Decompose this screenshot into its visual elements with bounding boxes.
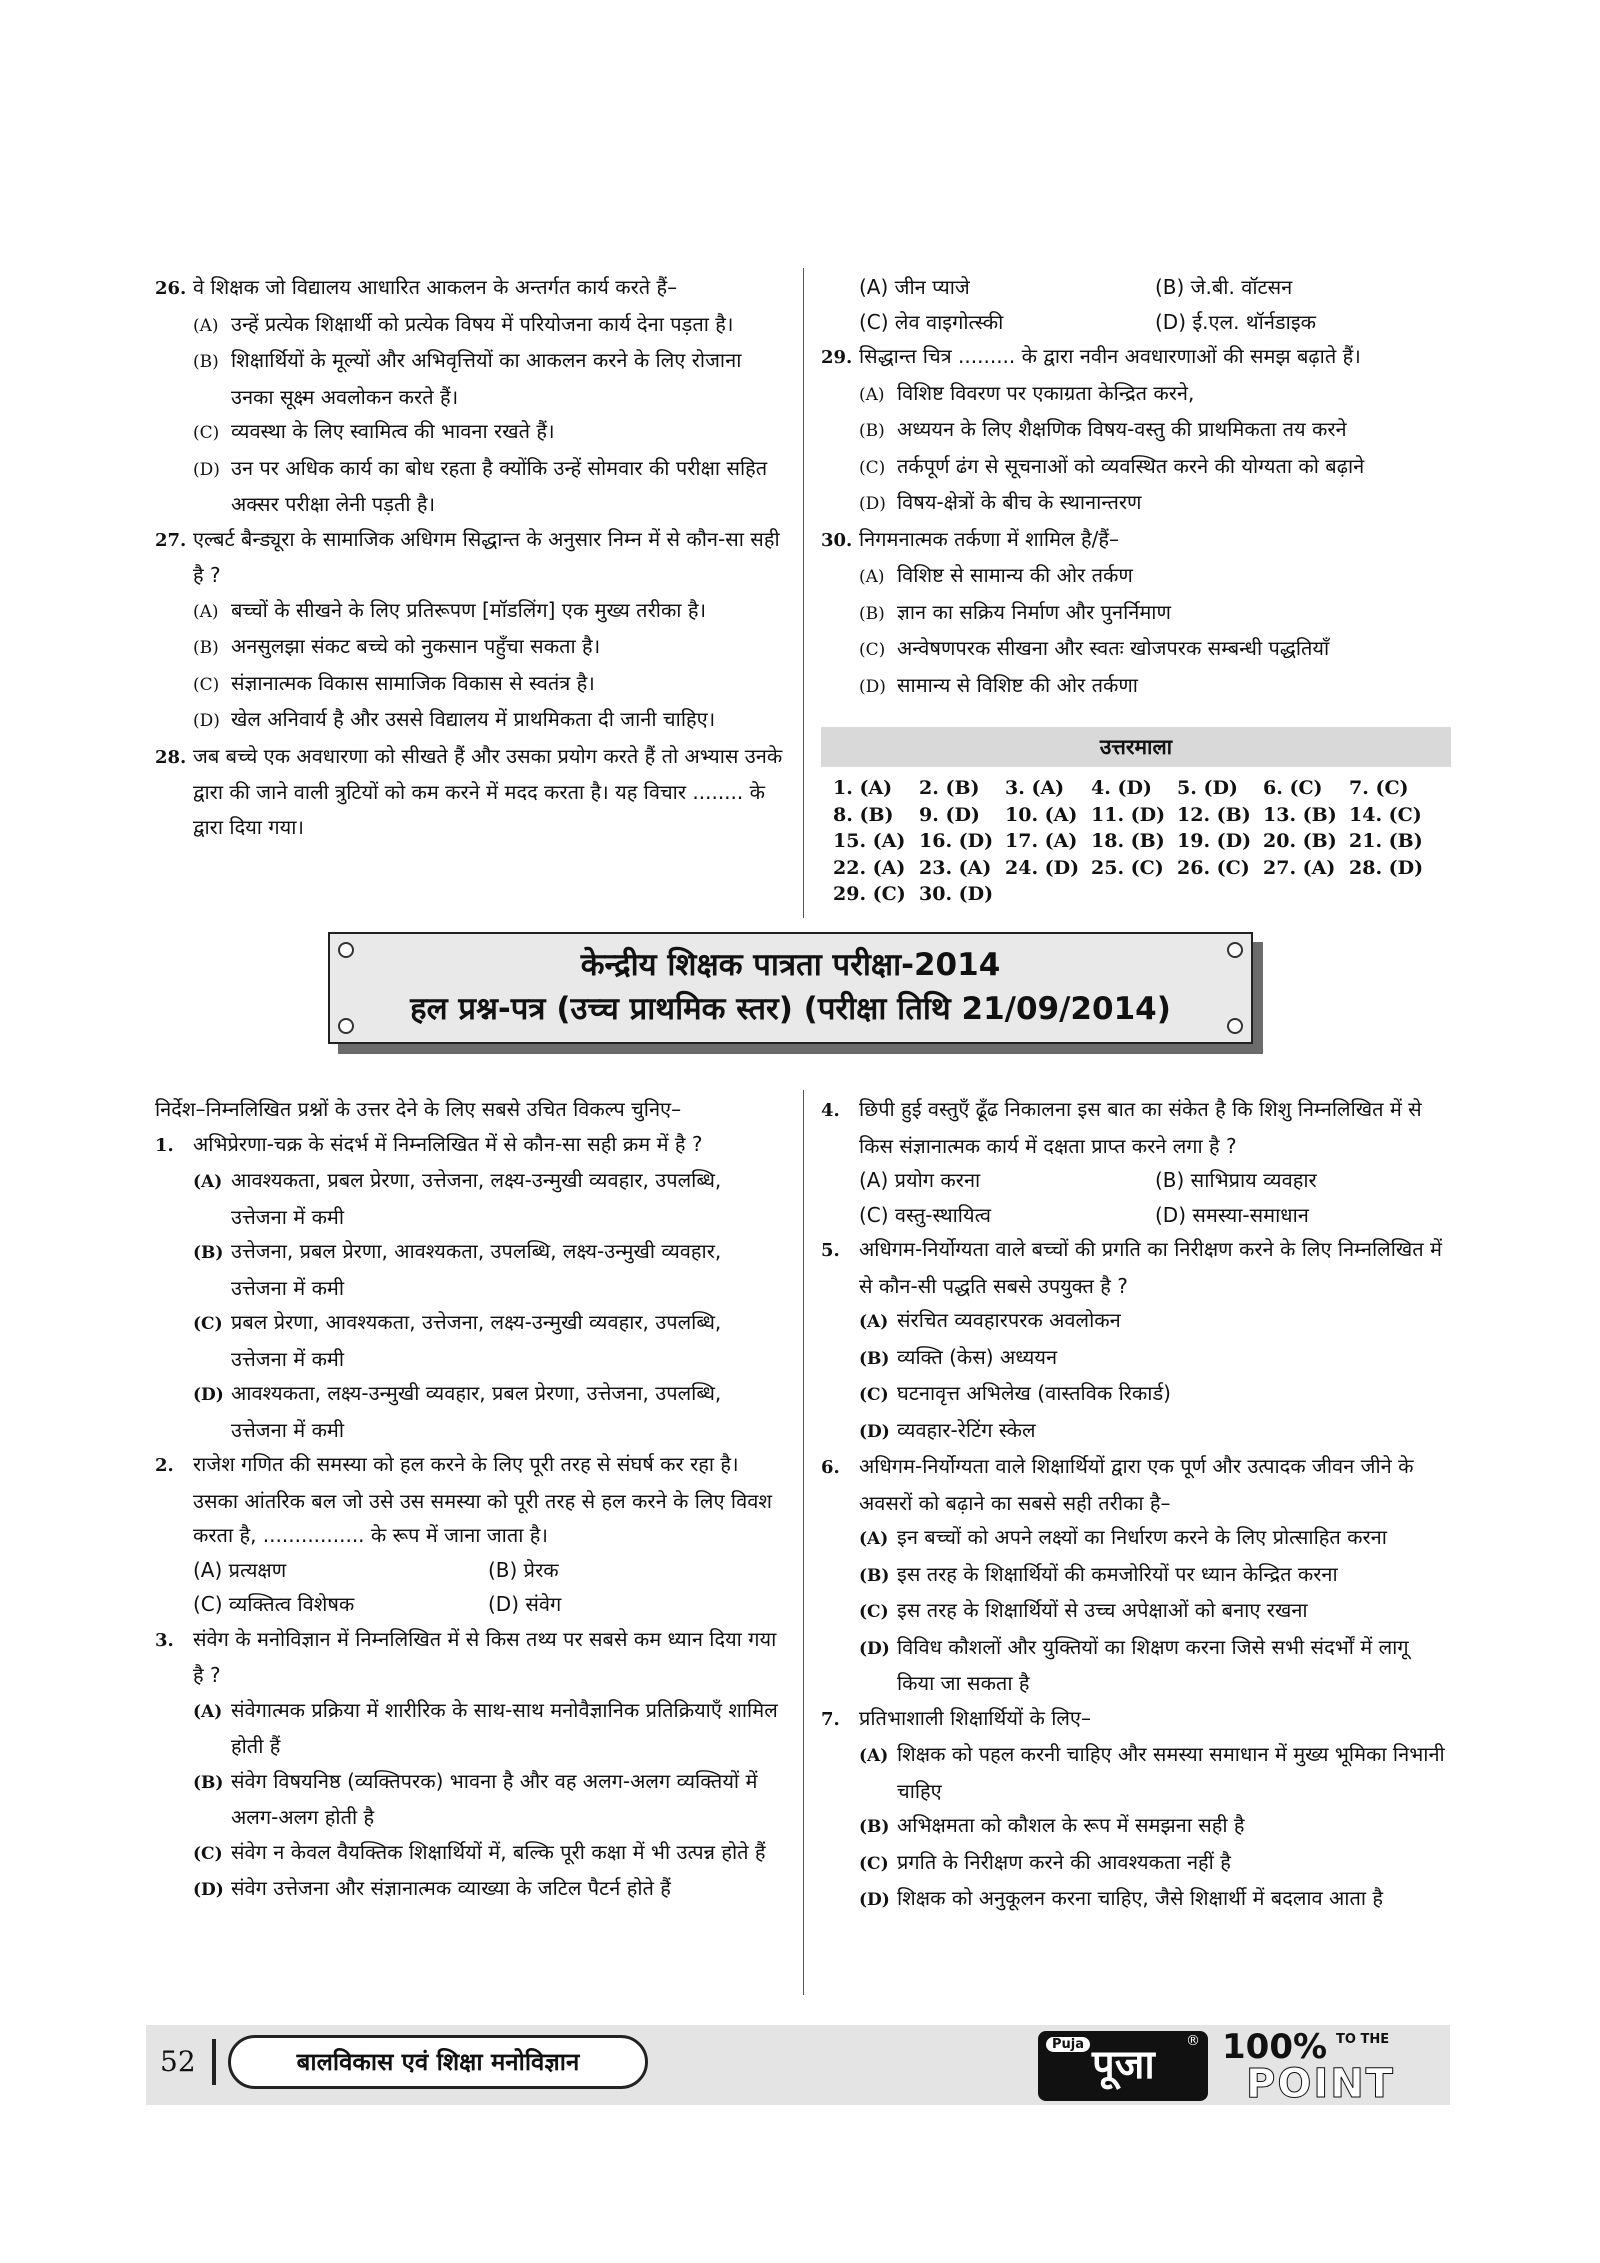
option	[821, 1881, 1451, 1918]
option-text: (A) प्रत्यक्षण	[193, 1557, 287, 1582]
option-text: (A) जीन प्याजे	[859, 275, 970, 299]
option-letter: (A)	[859, 384, 885, 405]
footer-divider	[212, 2039, 216, 2085]
option-text: (C) लेव वाइगोत्स्की	[859, 309, 1004, 334]
question	[821, 522, 1451, 559]
question-number: 27.	[155, 529, 187, 551]
answer-key-grid	[821, 767, 1451, 908]
option-text: तर्कपूर्ण ढंग से सूचनाओं को व्यवस्थित करने की योग्यता को बढ़ाने	[897, 453, 1365, 478]
answer-entry: 16. (D)	[919, 830, 994, 852]
option	[155, 593, 783, 630]
option	[821, 1413, 1451, 1450]
book-title: बालविकास एवं शिक्षा मनोविज्ञान	[228, 2035, 648, 2089]
option-letter: (D)	[193, 711, 220, 731]
question-number: 7.	[821, 1708, 840, 1730]
option	[155, 629, 783, 666]
answer-entry: 27. (A)	[1263, 856, 1336, 879]
rivet-bottom-right	[1227, 1018, 1243, 1034]
question-text: राजेश गणित की समस्या को हल करने के लिए पूरी तरह से संघर्ष कर रहा है। उसका आंतरिक बल जो उसे उस समस्या को पूरी तरह से हल करने के लिए विवश करता है, ................ के रूप में जाना जाता है।	[193, 1452, 772, 1547]
option-text: अध्ययन के लिए शैक्षणिक विषय-वस्तु की प्राथमिकता तय करने	[897, 417, 1347, 441]
answer-row	[833, 802, 1451, 829]
question-number: 29.	[821, 347, 853, 368]
option-text: इस तरह के शिक्षार्थियों की कमजोरियों पर ध्यान केन्द्रित करना	[897, 1561, 1338, 1586]
option-letter: (B)	[193, 1243, 224, 1263]
option-text: (D) ई.एल. थॉर्नडाइक	[1155, 309, 1316, 334]
option-letter: (D)	[859, 676, 886, 697]
option-text: (B) प्रेरक	[488, 1557, 559, 1582]
to-the-point-logo	[1216, 2027, 1450, 2107]
option-letter: (A)	[193, 1701, 223, 1722]
banner-title: केन्द्रीय शिक्षक पात्रता परीक्षा-2014	[580, 947, 1001, 983]
option-text: (D) संवेग	[488, 1592, 562, 1616]
answer-row	[833, 855, 1451, 882]
answer-entry: 29. (C)	[833, 883, 906, 905]
answer-entry: 10. (A)	[1005, 803, 1078, 826]
option	[155, 307, 783, 344]
option-letter: (C)	[193, 674, 220, 695]
option	[821, 1737, 1451, 1808]
top-right-column	[821, 270, 1451, 704]
answer-entry: 7. (C)	[1349, 777, 1409, 799]
option-letter: (B)	[193, 1772, 224, 1793]
option	[155, 1305, 783, 1376]
option	[821, 449, 1451, 486]
option-letter: (C)	[859, 457, 886, 478]
option	[155, 1835, 783, 1872]
option	[155, 451, 783, 522]
option-letter: (A)	[193, 1172, 223, 1192]
instruction	[155, 1092, 783, 1127]
answer-entry: 14. (C)	[1349, 803, 1422, 826]
option	[821, 1808, 1451, 1845]
option-letter: (B)	[193, 352, 219, 372]
question	[821, 339, 1451, 376]
option	[821, 631, 1451, 668]
option	[821, 1303, 1451, 1340]
answer-row	[833, 828, 1451, 855]
option-text: विविध कौशलों और युक्तियों का शिक्षण करना जिसे सभी संदर्भों में लागू किया जा सकता है	[897, 1634, 1409, 1695]
answer-entry: 13. (B)	[1263, 803, 1337, 826]
question	[155, 522, 783, 593]
option-text: व्यवस्था के लिए स्वामित्व की भावना रखते हैं।	[231, 419, 555, 443]
question-number: 26.	[155, 278, 187, 299]
option-pair	[821, 270, 1451, 305]
bottom-left-column	[155, 1092, 783, 1908]
question-text: एल्बर्ट बैन्ड्यूरा के सामाजिक अधिगम सिद्धान्त के अनुसार निम्न में से कौन-सा सही है ?	[193, 526, 780, 587]
option	[821, 485, 1451, 522]
page-number: 52	[160, 2045, 196, 2078]
top-left-column	[155, 270, 783, 844]
question-number: 2.	[155, 1455, 174, 1476]
option-text: व्यक्ति (केस) अध्ययन	[897, 1344, 1058, 1369]
option-text: ज्ञान का सक्रिय निर्माण और पुनर्निमाण	[897, 599, 1171, 624]
option-text: शिक्षक को पहल करनी चाहिए और समस्या समाधान में मुख्य भूमिका निभानी चाहिए	[897, 1742, 1445, 1803]
option	[155, 1693, 783, 1764]
question-text: वे शिक्षक जो विद्यालय आधारित आकलन के अन्तर्गत कार्य करते हैं–	[193, 275, 678, 299]
option-letter: (D)	[859, 1421, 890, 1442]
option-letter: (C)	[859, 1853, 889, 1874]
option-text: इस तरह के शिक्षार्थियों से उच्च अपेक्षाओं को बनाए रखना	[897, 1598, 1308, 1622]
option-text: (D) समस्या-समाधान	[1155, 1202, 1309, 1227]
question	[821, 1092, 1451, 1163]
option-letter: (A)	[859, 1529, 889, 1549]
option	[821, 558, 1451, 595]
question-text: प्रतिभाशाली शिक्षार्थियों के लिए–	[859, 1705, 1091, 1730]
question-text: सिद्धान्त चित्र ......... के द्वारा नवीन अवधारणाओं की समझ बढ़ाते हैं।	[859, 344, 1361, 368]
option-pair	[155, 1587, 783, 1622]
answer-key	[821, 727, 1451, 908]
option-text: (C) वस्तु-स्थायित्व	[859, 1202, 991, 1227]
option-pair	[821, 1198, 1451, 1233]
answer-entry: 23. (A)	[919, 856, 992, 879]
option-text: आवश्यकता, प्रबल प्रेरणा, उत्तेजना, लक्ष्य-उन्मुखी व्यवहार, उपलब्धि, उत्तेजना में कमी	[231, 1168, 722, 1229]
option-letter: (C)	[859, 640, 886, 660]
puja-logo-small: Puja	[1046, 2037, 1090, 2052]
puja-logo	[1038, 2031, 1208, 2101]
option-letter: (C)	[193, 1843, 223, 1864]
option-text: विशिष्ट विवरण पर एकाग्रता केन्द्रित करने,	[897, 380, 1195, 405]
option	[821, 1630, 1451, 1701]
question	[821, 1701, 1451, 1738]
question-text: अधिगम-निर्योग्यता वाले शिक्षार्थियों द्वारा एक पूर्ण और उत्पादक जीवन जीने के अवसरों को बढ़ाने का सबसे सही तरीका है–	[859, 1454, 1414, 1515]
option-letter: (A)	[859, 1746, 889, 1766]
option-text: इन बच्चों को अपने लक्ष्यों का निर्धारण करने के लिए प्रोत्साहित करना	[897, 1525, 1387, 1549]
option-letter: (C)	[859, 1385, 889, 1405]
option-letter: (B)	[859, 1817, 890, 1837]
question	[155, 1127, 783, 1164]
option-letter: (C)	[193, 1314, 223, 1334]
option-letter: (B)	[859, 1565, 890, 1586]
option-letter: (D)	[859, 1890, 890, 1910]
option-letter: (C)	[193, 423, 220, 443]
option	[821, 1520, 1451, 1557]
answer-row	[833, 775, 1451, 802]
answer-entry: 12. (B)	[1177, 803, 1251, 826]
answer-entry: 21. (B)	[1349, 830, 1423, 852]
answer-entry: 11. (D)	[1091, 803, 1166, 826]
option-letter: (D)	[859, 1638, 890, 1659]
option-text: संवेग न केवल वैयक्तिक शिक्षार्थियों में, बल्कि पूरी कक्षा में भी उत्पन्न होते हैं	[231, 1839, 766, 1864]
answer-entry: 2. (B)	[919, 777, 980, 799]
answer-entry: 1. (A)	[833, 777, 893, 799]
question-number: 6.	[821, 1457, 840, 1478]
top-column-divider	[803, 268, 804, 918]
answer-entry: 17. (A)	[1005, 830, 1078, 852]
option	[155, 1871, 783, 1908]
option	[155, 414, 783, 451]
question	[821, 1449, 1451, 1520]
option-text: घटनावृत्त अभिलेख (वास्तविक रिकार्ड)	[897, 1381, 1171, 1405]
question-text: निगमनात्मक तर्कणा में शामिल है/हैं–	[859, 526, 1119, 551]
option-letter: (D)	[193, 1880, 224, 1900]
option-text: (C) व्यक्तित्व विशेषक	[193, 1592, 355, 1616]
option	[155, 1234, 783, 1305]
option-text: (A) प्रयोग करना	[859, 1168, 981, 1192]
option-pair	[821, 1163, 1451, 1198]
option-letter: (B)	[193, 638, 219, 658]
answer-entry: 4. (D)	[1091, 777, 1152, 799]
option-text: अनसुलझा संकट बच्चे को नुकसान पहुँचा सकता है।	[231, 634, 601, 658]
question-number: 3.	[155, 1629, 174, 1651]
registered-mark: ®	[1186, 2033, 1200, 2049]
option-text: संवेग विषयनिष्ठ (व्यक्तिपरक) भावना है और वह अलग-अलग व्यक्तियों में अलग-अलग होती है	[231, 1768, 758, 1829]
option-letter: (A)	[193, 601, 219, 622]
option-letter: (C)	[859, 1602, 889, 1622]
option	[821, 1376, 1451, 1413]
option-text: संज्ञानात्मक विकास सामाजिक विकास से स्वतंत्र है।	[231, 670, 595, 695]
answer-entry: 19. (D)	[1177, 830, 1252, 852]
option-text: अन्वेषणपरक सीखना और स्वतः खोजपरक सम्बन्धी पद्धतियाँ	[897, 636, 1330, 660]
option-pair	[155, 1553, 783, 1588]
option-text: आवश्यकता, लक्ष्य-उन्मुखी व्यवहार, प्रबल प्रेरणा, उत्तेजना, उपलब्धि, उत्तेजना में कमी	[231, 1381, 722, 1442]
option-letter: (D)	[859, 494, 886, 514]
question-number: 5.	[821, 1240, 840, 1261]
answer-entry: 6. (C)	[1263, 777, 1323, 799]
option	[821, 668, 1451, 705]
answer-entry: 20. (B)	[1263, 830, 1337, 852]
option-letter: (B)	[859, 421, 885, 441]
option-text: उन पर अधिक कार्य का बोध रहता है क्योंकि उन्हें सोमवार की परीक्षा सहित अक्सर परीक्षा लेनी पड़ती है।	[231, 455, 768, 516]
option	[821, 412, 1451, 449]
option	[155, 702, 783, 739]
instruction-text: निर्देश–निम्नलिखित प्रश्नों के उत्तर देने के लिए सबसे उचित विकल्प चुनिए–	[155, 1097, 682, 1121]
puja-logo-text: पूजा	[1092, 2042, 1155, 2088]
question	[155, 739, 783, 845]
option	[821, 376, 1451, 413]
option	[155, 1163, 783, 1234]
bottom-column-divider	[803, 1090, 804, 1995]
question	[155, 270, 783, 307]
answer-entry: 8. (B)	[833, 803, 894, 826]
bottom-right-column	[821, 1092, 1451, 1918]
answer-entry: 30. (D)	[919, 883, 994, 905]
option-letter: (B)	[859, 1348, 890, 1369]
answer-entry: 26. (C)	[1177, 856, 1250, 879]
question-text: अभिप्रेरणा-चक्र के संदर्भ में निम्नलिखित में से कौन-सा सही क्रम में है ?	[193, 1131, 703, 1156]
option	[821, 1845, 1451, 1882]
publisher-logo	[1038, 2027, 1450, 2107]
banner-subtitle: हल प्रश्न-पत्र (उच्च प्राथमिक स्तर) (परीक्षा तिथि 21/09/2014)	[410, 991, 1171, 1027]
option	[821, 595, 1451, 632]
answer-entry: 15. (A)	[833, 830, 906, 852]
logo-to-the: TO THE	[1336, 2032, 1390, 2047]
answer-entry: 3. (A)	[1005, 777, 1065, 799]
page-footer	[146, 2025, 1450, 2105]
option-text: विशिष्ट से सामान्य की ओर तर्कण	[897, 563, 1133, 587]
rivet-bottom-left	[338, 1018, 354, 1034]
question-text: जब बच्चे एक अवधारणा को सीखते हैं और उसका प्रयोग करते हैं तो अभ्यास उनके द्वारा की जाने वाली त्रुटियों को कम करने में मदद करता है। यह विचार ........ के द्वारा दिया गया।	[193, 743, 783, 839]
banner-box	[328, 932, 1253, 1044]
option-text: उत्तेजना, प्रबल प्रेरणा, आवश्यकता, उपलब्धि, लक्ष्य-उन्मुखी व्यवहार, उत्तेजना में कमी	[231, 1239, 722, 1300]
question	[155, 1622, 783, 1693]
option-text: संवेग उत्तेजना और संज्ञानात्मक व्याख्या के जटिल पैटर्न होते हैं	[231, 1876, 671, 1900]
answer-entry: 25. (C)	[1091, 856, 1164, 879]
question-text: अधिगम-निर्योग्यता वाले बच्चों की प्रगति का निरीक्षण करने के लिए निम्नलिखित में से कौन-सी पद्धति सबसे उपयुक्त है ?	[859, 1237, 1442, 1298]
option-text: प्रगति के निरीक्षण करने की आवश्यकता नहीं है	[897, 1849, 1231, 1874]
answer-entry: 18. (B)	[1091, 830, 1165, 852]
answer-entry: 24. (D)	[1005, 856, 1080, 879]
exam-banner	[328, 932, 1263, 1054]
option-text: शिक्षार्थियों के मूल्यों और अभिवृत्तियों का आकलन करने के लिए रोजाना उनका सूक्ष्म अवलोकन करते हैं।	[231, 348, 742, 409]
question-number: 30.	[821, 529, 853, 551]
option-letter: (A)	[193, 315, 219, 336]
option-letter: (B)	[859, 603, 885, 624]
option	[821, 1593, 1451, 1630]
option	[155, 343, 783, 414]
option-text: उन्हें प्रत्येक शिक्षार्थी को प्रत्येक विषय में परियोजना कार्य देना पड़ता है।	[231, 311, 734, 336]
option-letter: (A)	[859, 567, 885, 587]
option-text: अभिक्षमता को कौशल के रूप में समझना सही है	[897, 1813, 1245, 1837]
option	[155, 1376, 783, 1447]
question-text: छिपी हुई वस्तुएँ ढूँढ निकालना इस बात का संकेत है कि शिशु निम्नलिखित में से किस संज्ञानात्मक कार्य में दक्षता प्राप्त करने लगा है ?	[859, 1097, 1422, 1158]
option	[821, 1557, 1451, 1594]
answer-entry: 22. (A)	[833, 856, 906, 879]
logo-point: POINT	[1246, 2061, 1395, 2107]
question	[155, 1447, 783, 1553]
option-text: शिक्षक को अनुकूलन करना चाहिए, जैसे शिक्षार्थी में बदलाव आता है	[897, 1886, 1384, 1910]
question	[821, 1232, 1451, 1303]
option-text: व्यवहार-रेटिंग स्केल	[897, 1417, 1036, 1442]
answer-entry: 5. (D)	[1177, 777, 1238, 799]
option-text: बच्चों के सीखने के लिए प्रतिरूपण [मॉडलिंग] एक मुख्य तरीका है।	[231, 597, 707, 622]
answer-row	[833, 881, 1451, 908]
question-number: 4.	[821, 1100, 840, 1121]
rivet-top-left	[338, 942, 354, 958]
option-letter: (D)	[193, 459, 220, 480]
option-letter: (D)	[193, 1385, 224, 1405]
option-text: विषय-क्षेत्रों के बीच के स्थानान्तरण	[897, 490, 1142, 514]
answer-key-title: उत्तरमाला	[821, 727, 1451, 767]
answer-entry: 9. (D)	[919, 803, 980, 826]
option-text: संवेगात्मक प्रक्रिया में शारीरिक के साथ-साथ मनोवैज्ञानिक प्रतिक्रियाएँ शामिल होती हैं	[231, 1697, 778, 1758]
question-number: 28.	[155, 746, 187, 768]
option-text: (B) जे.बी. वॉटसन	[1155, 275, 1293, 299]
option	[155, 1764, 783, 1835]
option-text: संरचित व्यवहारपरक अवलोकन	[897, 1308, 1121, 1332]
option-text: खेल अनिवार्य है और उससे विद्यालय में प्राथमिकता दी जानी चाहिए।	[231, 707, 716, 731]
option	[155, 666, 783, 703]
option-text: प्रबल प्रेरणा, आवश्यकता, उत्तेजना, लक्ष्य-उन्मुखी व्यवहार, उपलब्धि, उत्तेजना में कमी	[231, 1310, 722, 1371]
option-letter: (A)	[859, 1312, 889, 1332]
option-text: सामान्य से विशिष्ट की ओर तर्कणा	[897, 672, 1138, 697]
question-text: संवेग के मनोविज्ञान में निम्नलिखित में से किस तथ्य पर सबसे कम ध्यान दिया गया है ?	[193, 1626, 777, 1687]
option	[821, 1340, 1451, 1377]
option-pair	[821, 305, 1451, 340]
question-number: 1.	[155, 1134, 174, 1156]
option-text: (B) साभिप्राय व्यवहार	[1155, 1168, 1317, 1192]
rivet-top-right	[1227, 942, 1243, 958]
answer-entry: 28. (D)	[1349, 856, 1424, 879]
logo-percent: 100%	[1222, 2027, 1328, 2067]
